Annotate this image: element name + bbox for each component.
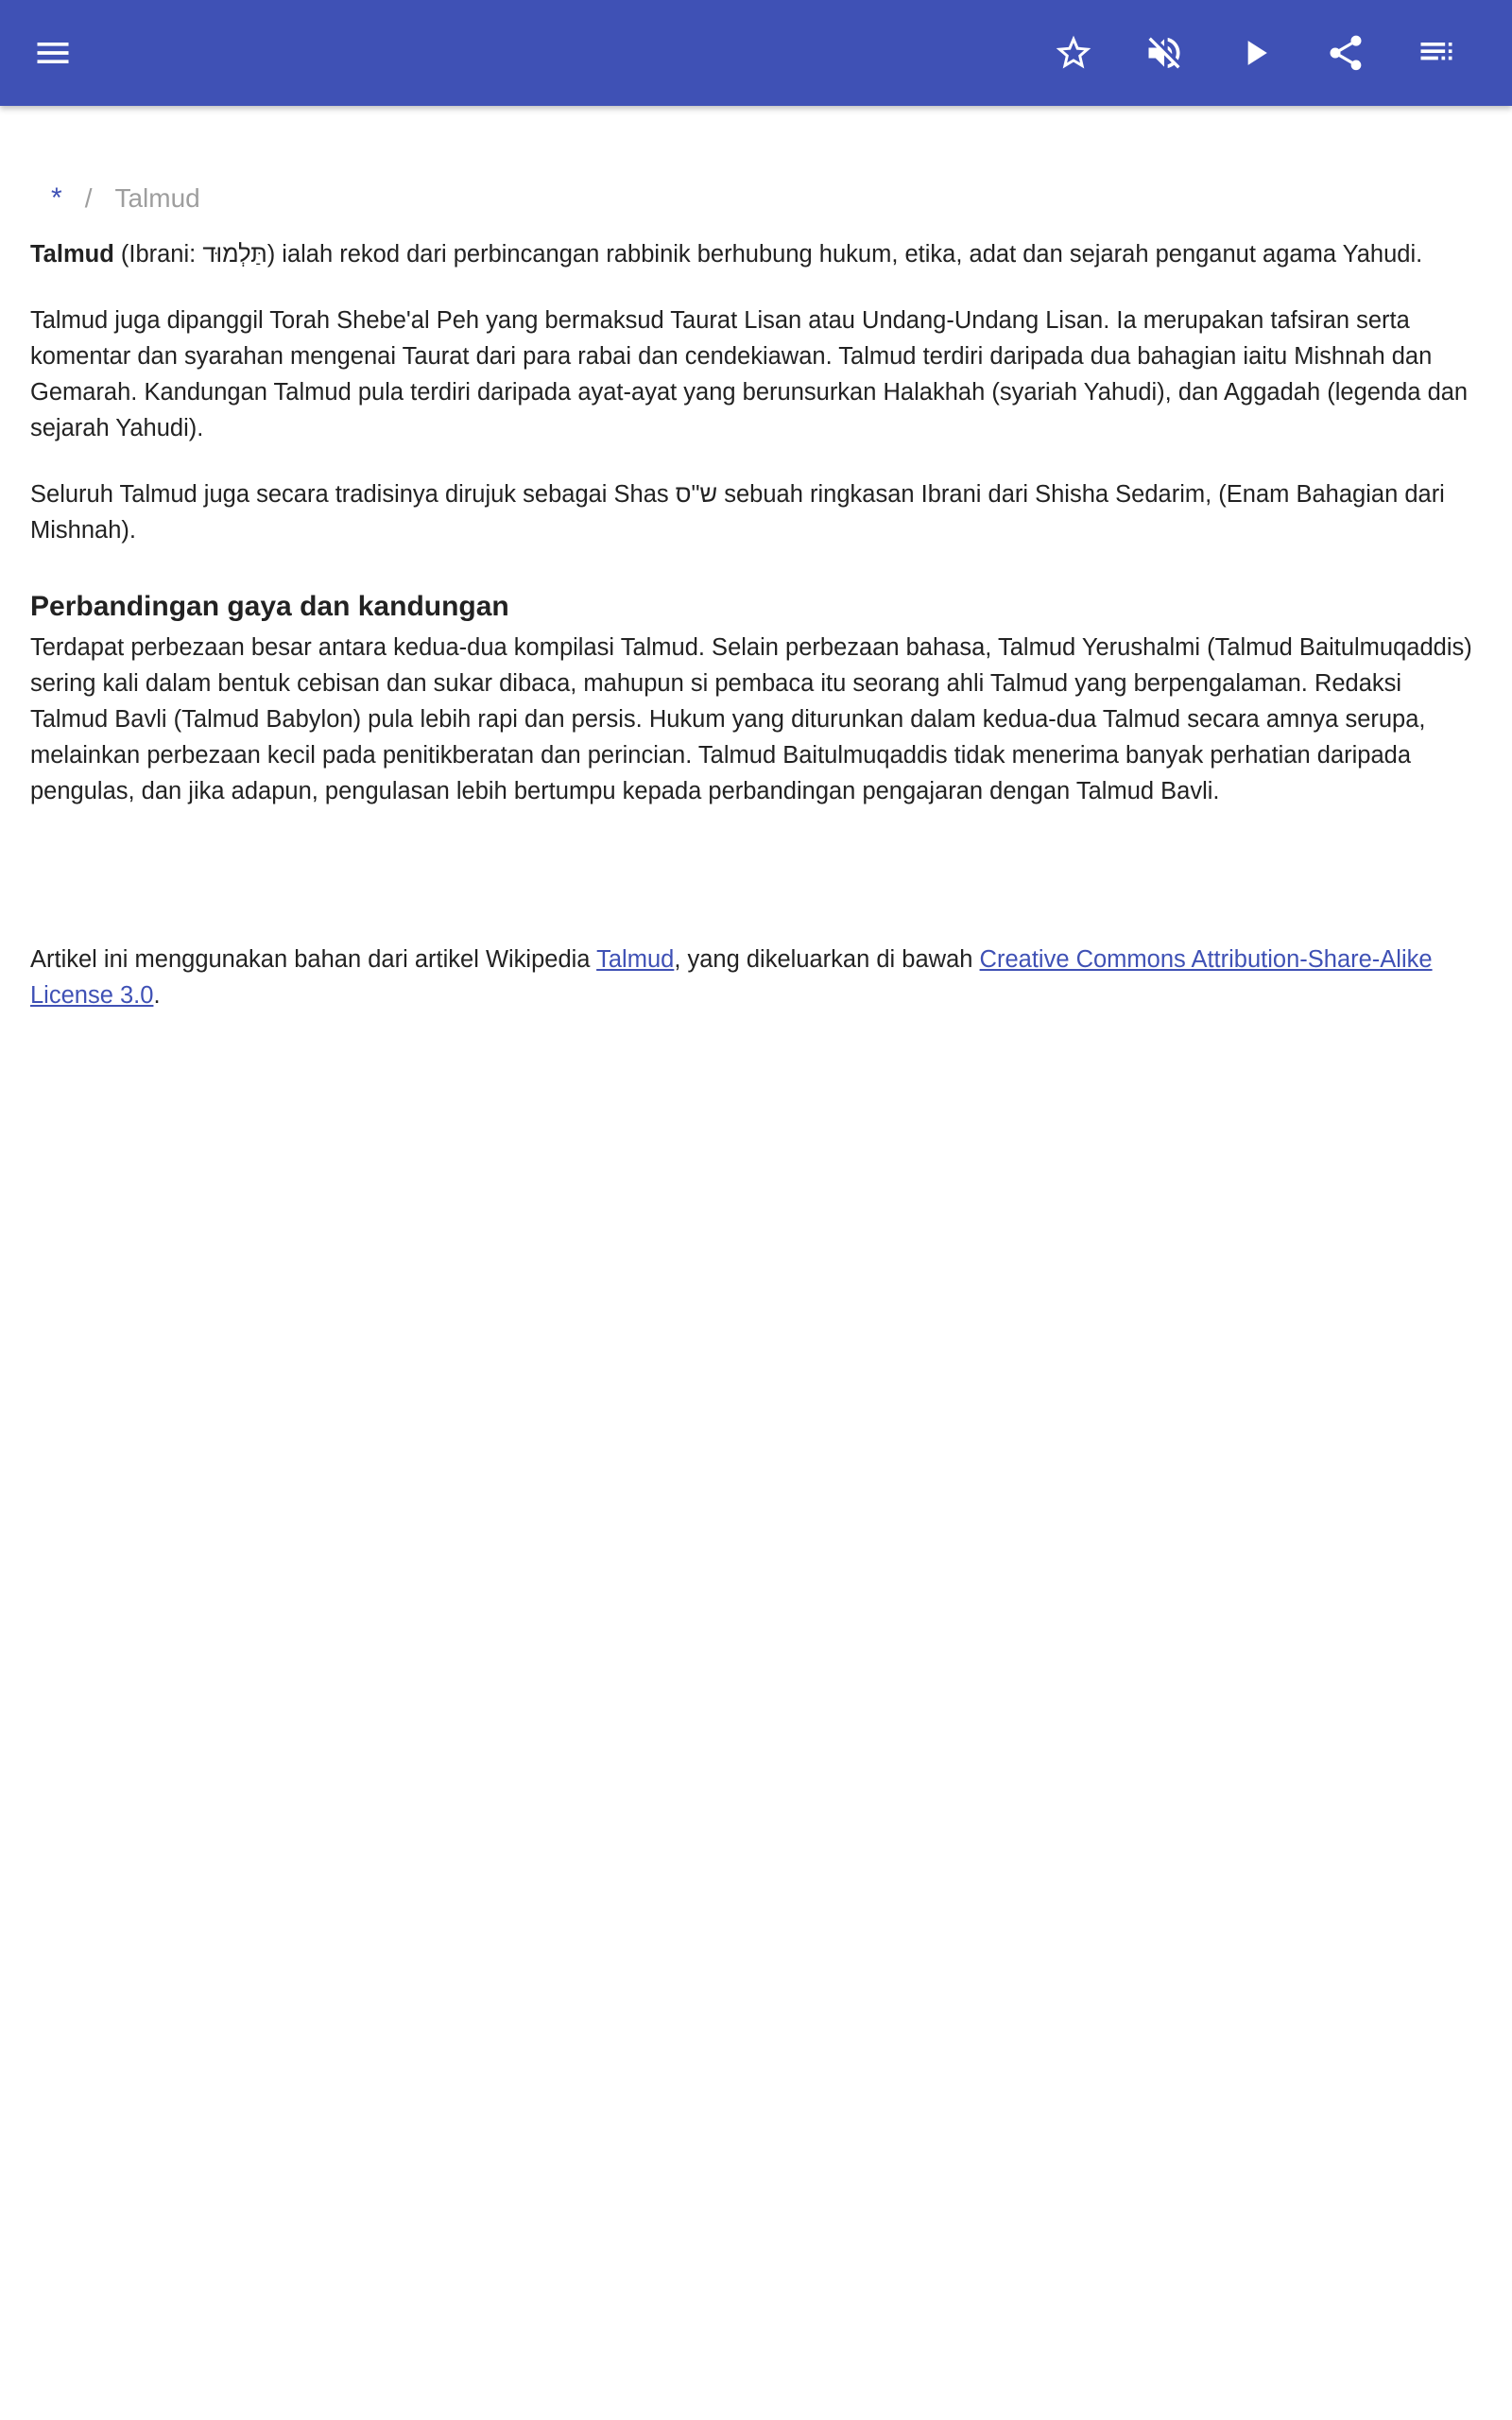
intro-term: Talmud (30, 241, 114, 268)
attribution-suffix: . (153, 982, 161, 1009)
attribution-paragraph (30, 942, 1482, 1013)
volume-off-icon[interactable] (1138, 26, 1191, 79)
paragraph-shas: Seluruh Talmud juga secara tradisinya dirujuk sebagai Shas ש"ס sebuah ringkasan Ibrani dari Shisha Sedarim, (Enam Bahagian dari Mishnah). (30, 481, 1445, 544)
playlist-icon[interactable] (1410, 26, 1463, 79)
share-icon[interactable] (1319, 26, 1372, 79)
wikipedia-article-link[interactable]: Talmud (596, 946, 675, 973)
attribution-middle: , yang dikeluarkan di bawah (674, 946, 980, 973)
menu-icon[interactable] (26, 26, 79, 79)
article-content (30, 106, 1482, 1044)
app-bar (0, 0, 1512, 106)
play-icon[interactable] (1228, 26, 1281, 79)
star-outline-icon[interactable] (1047, 26, 1100, 79)
license-link[interactable]: Creative Commons Attribution-Share-Alike License 3.0 (30, 946, 1433, 1009)
section-body: Terdapat perbezaan besar antara kedua-dua kompilasi Talmud. Selain perbezaan bahasa, Talmud Yerushalmi (Talmud Baitulmuqaddis) sering kali dalam bentuk cebisan dan sukar dibaca, mahupun si pembaca itu seorang ahli Talmud yang berpengalaman. Redaksi Talmud Bavli (Talmud Babylon) pula lebih rapi dan persis. Hukum yang diturunkan dalam kedua-dua Talmud secara amnya serupa, melainkan perbezaan kecil pada penitikberatan dan perincian. Talmud Baitulmuqaddis tidak menerima banyak perhatian daripada pengulas, dan jika adapun, pengulasan lebih bertumpu kepada perbandingan pengajaran dengan Talmud Bavli. (30, 634, 1472, 804)
breadcrumb-current: Talmud (114, 183, 200, 213)
section-heading: Perbandingan gaya dan kandungan (30, 591, 509, 622)
intro-rest: ) ialah rekod dari perbincangan rabbinik berhubung hukum, etika, adat dan sejarah penganut agama Yahudi. (266, 241, 1423, 268)
breadcrumb (30, 168, 1482, 229)
breadcrumb-home-link[interactable]: * (51, 182, 62, 214)
breadcrumb-separator: / (84, 183, 93, 213)
intro-paragraph (30, 236, 1482, 272)
intro-hebrew: תַּלְמוּד (202, 241, 267, 268)
attribution-prefix: Artikel ini menggunakan bahan dari artikel Wikipedia (30, 946, 597, 973)
intro-hebrew-prefix: (Ibrani: (113, 241, 203, 268)
paragraph-oral-torah: Talmud juga dipanggil Torah Shebe'al Peh yang bermaksud Taurat Lisan atau Undang-Undang Lisan. Ia merupakan tafsiran serta komentar dan syarahan mengenai Taurat dari para rabai dan cendekiawan. Talmud terdiri daripada dua bahagian iaitu Mishnah dan Gemarah. Kandungan Talmud pula terdiri daripada ayat-ayat yang berunsurkan Halakhah (syariah Yahudi), dan Aggadah (legenda dan sejarah Yahudi). (30, 307, 1469, 441)
